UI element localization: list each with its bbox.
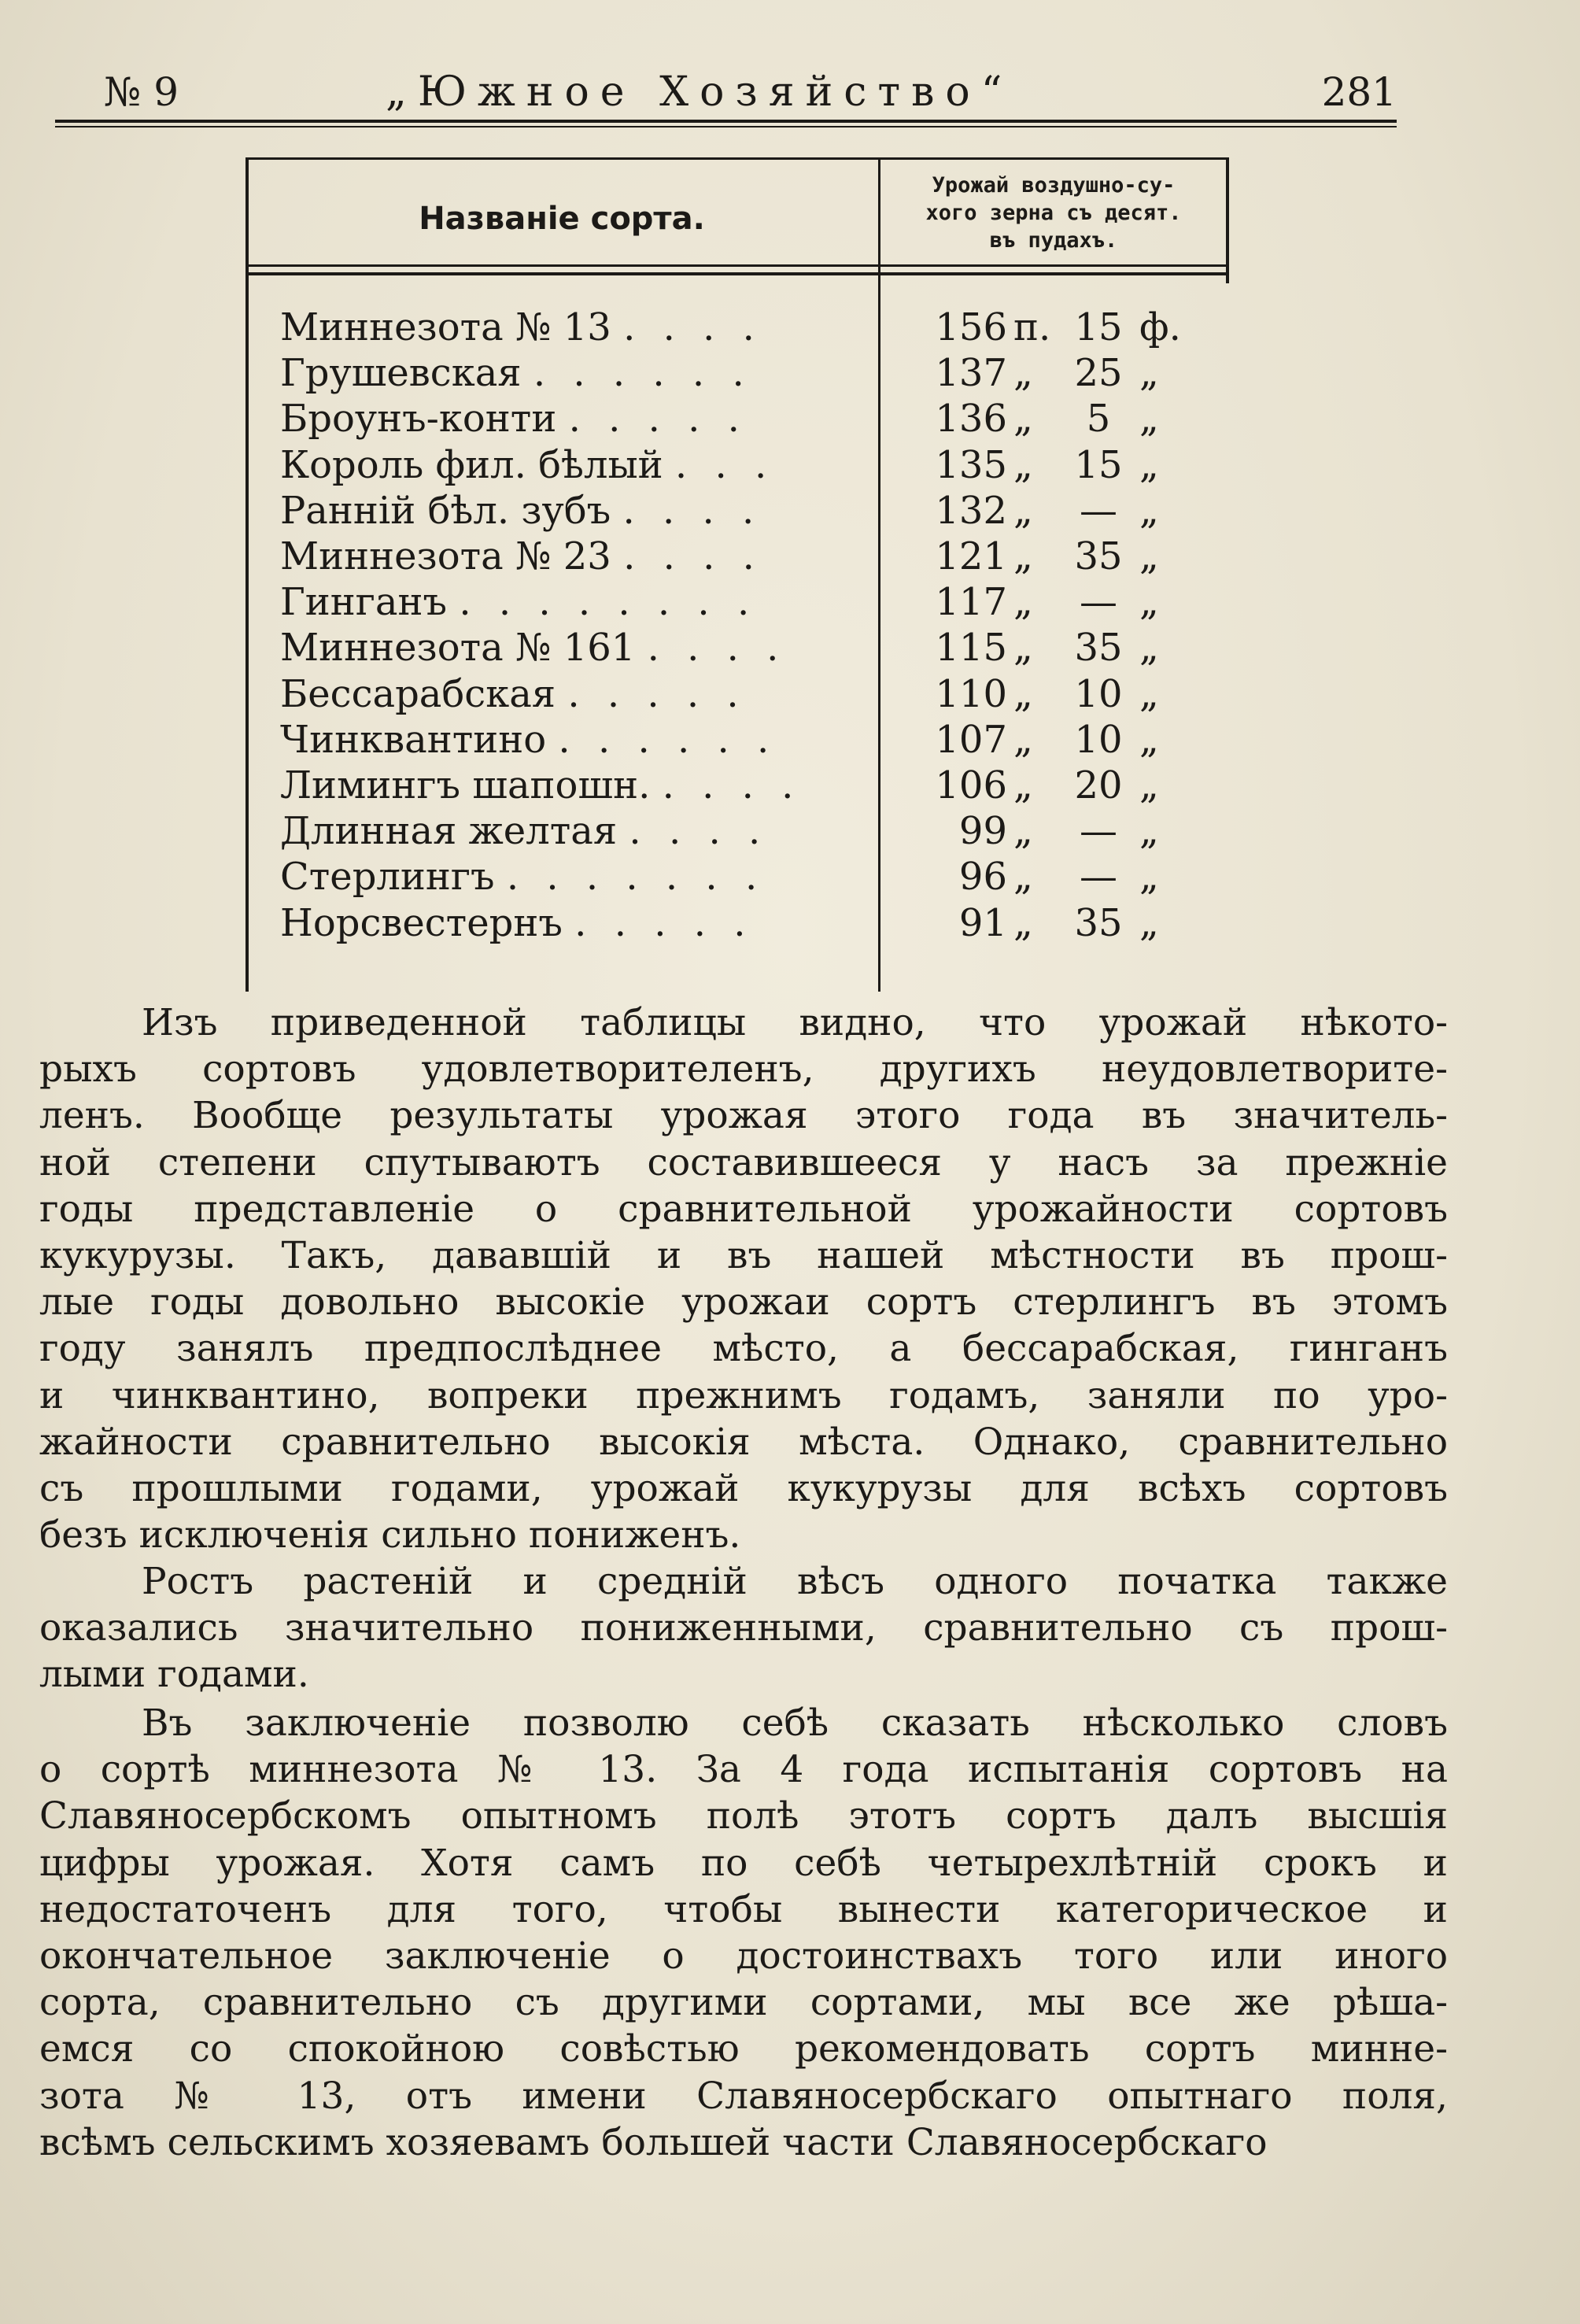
yield-funt: 15 xyxy=(1074,305,1123,349)
variety-label: Король фил. бѣлый xyxy=(280,442,663,487)
text-line: безъ исключенiя сильно пониженъ. xyxy=(39,1513,741,1557)
text-line: емся со спокойною совѣстью рекомендовать сортъ минне- xyxy=(39,2027,1448,2071)
unit-funt: „ xyxy=(1139,855,1159,900)
paragraph-3 xyxy=(39,1700,1448,2166)
text-line: всѣмъ сельскимъ хозяевамъ большей части Славяносербскаго xyxy=(39,2120,1268,2164)
leader-dots: . . . . . . . xyxy=(506,855,766,900)
text-line: жайности сравнительно высокiя мѣста. Однако, сравнительно xyxy=(39,1420,1448,1464)
unit-funt: ф. xyxy=(1139,305,1181,349)
variety-name xyxy=(280,397,878,441)
leader-dots: . . . . xyxy=(623,534,762,578)
header-rule-thick xyxy=(55,120,1397,123)
yield-funt: 25 xyxy=(1074,351,1123,396)
yield-funt: — xyxy=(1080,809,1117,854)
unit-pud: „ xyxy=(1013,626,1033,671)
paragraph-1 xyxy=(39,999,1448,1558)
variety-name xyxy=(280,672,878,716)
table-row xyxy=(280,809,1224,853)
text-line: недостаточенъ для того, чтобы вынести категорическое и xyxy=(39,1887,1448,1931)
variety-label: Длинная желтая xyxy=(280,809,618,854)
yield-funt: 5 xyxy=(1086,397,1111,442)
leader-dots: . . . . . . xyxy=(558,717,777,762)
text-line: сорта, сравнительно съ другими сортами, мы все же рѣша- xyxy=(39,1981,1448,2025)
variety-label: Миннезота № 161 xyxy=(280,626,636,671)
text-line: кукурузы. Такъ, дававшiй и въ нашей мѣстности въ прош- xyxy=(39,1234,1448,1278)
text-line: зота № 13, отъ имени Славяносербскаго опытнаго поля, xyxy=(39,2074,1448,2118)
variety-label: Грушевская xyxy=(280,351,522,396)
unit-pud: „ xyxy=(1013,397,1033,442)
variety-label: Гинганъ xyxy=(280,580,448,625)
yield-table xyxy=(245,157,1229,992)
variety-label: Лимингъ шапошн. xyxy=(280,763,651,807)
table-header-rule-2 xyxy=(245,272,1229,275)
table-row xyxy=(280,351,1224,395)
column-header-yield xyxy=(881,172,1226,254)
yield-funt: 15 xyxy=(1074,442,1123,487)
yield-pud: 110 xyxy=(935,671,1007,716)
column-header-yield-line: въ пудахъ. xyxy=(989,228,1118,253)
variety-name xyxy=(280,626,878,670)
yield-funt: 10 xyxy=(1074,671,1123,716)
column-header-yield-line: хого зерна съ десят. xyxy=(925,201,1182,225)
table-row xyxy=(280,901,1224,945)
yield-funt: 10 xyxy=(1074,717,1123,762)
unit-pud: „ xyxy=(1013,351,1033,396)
table-row xyxy=(280,305,1224,349)
unit-funt: „ xyxy=(1139,763,1159,807)
table-row xyxy=(280,763,1224,807)
unit-funt: „ xyxy=(1139,442,1159,487)
yield-funt: — xyxy=(1080,488,1117,533)
yield-pud: 132 xyxy=(935,488,1007,533)
unit-pud: „ xyxy=(1013,763,1033,807)
unit-pud: „ xyxy=(1013,671,1033,716)
yield-pud: 99 xyxy=(958,809,1007,854)
variety-label: Раннiй бѣл. зубъ xyxy=(280,488,611,533)
table-row xyxy=(280,855,1224,899)
unit-funt: „ xyxy=(1139,626,1159,671)
yield-funt: — xyxy=(1080,580,1117,625)
unit-funt: „ xyxy=(1139,671,1159,716)
text-line: цифры урожая. Хотя самъ по себѣ четырехлѣтнiй срокъ и xyxy=(39,1841,1448,1885)
unit-pud: п. xyxy=(1013,305,1051,349)
yield-funt: — xyxy=(1080,855,1117,900)
text-line: лыми годами. xyxy=(39,1653,309,1697)
variety-label: Чинквантино xyxy=(280,717,547,762)
variety-name xyxy=(280,489,878,533)
leader-dots: . . . xyxy=(674,442,775,487)
table-row xyxy=(280,489,1224,533)
yield-pud: 156 xyxy=(935,305,1007,349)
text-line: Изъ приведенной таблицы видно, что урожай нѣкото- xyxy=(142,1001,1448,1044)
unit-funt: „ xyxy=(1139,351,1159,396)
running-header xyxy=(55,65,1397,120)
text-line: ной степени спутываютъ составившееся у насъ за прежнiе xyxy=(39,1140,1448,1184)
text-line: о сортѣ миннезота № 13. За 4 года испытанiя сортовъ на xyxy=(39,1748,1448,1792)
variety-name xyxy=(280,305,878,349)
table-header-rule-1 xyxy=(245,264,1229,267)
paragraph-2 xyxy=(39,1558,1448,1698)
table-row xyxy=(280,534,1224,578)
leader-dots: . . . . . xyxy=(574,900,754,945)
table-top-rule xyxy=(245,157,1229,160)
variety-label: Норсвестернъ xyxy=(280,900,563,945)
yield-pud: 121 xyxy=(935,534,1007,578)
text-line: лые годы довольно высокiе урожаи сортъ стерлингъ въ этомъ xyxy=(39,1280,1448,1325)
unit-funt: „ xyxy=(1139,397,1159,442)
variety-name xyxy=(280,534,878,578)
column-header-name: Названіе сорта. xyxy=(419,201,705,237)
table-row xyxy=(280,397,1224,441)
yield-pud: 115 xyxy=(935,626,1007,671)
table-row xyxy=(280,443,1224,487)
variety-name xyxy=(280,443,878,487)
text-line: Въ заключенiе позволю себѣ сказать нѣсколько словъ xyxy=(142,1701,1448,1745)
yield-funt: 35 xyxy=(1074,534,1123,578)
yield-pud: 135 xyxy=(935,442,1007,487)
yield-pud: 96 xyxy=(958,855,1007,900)
leader-dots: . . . . xyxy=(622,488,762,533)
variety-name xyxy=(280,855,878,899)
variety-name xyxy=(280,351,878,395)
variety-name xyxy=(280,763,878,807)
yield-pud: 137 xyxy=(935,351,1007,396)
unit-funt: „ xyxy=(1139,809,1159,854)
unit-funt: „ xyxy=(1139,900,1159,945)
leader-dots: . . . . xyxy=(623,305,762,349)
yield-funt: 35 xyxy=(1074,900,1123,945)
yield-pud: 91 xyxy=(958,900,1007,945)
unit-pud: „ xyxy=(1013,488,1033,533)
variety-name xyxy=(280,718,878,762)
text-line: ленъ. Вообще результаты урожая этого года въ значитель- xyxy=(39,1094,1448,1138)
text-line: оказались значительно пониженными, сравнительно съ прош- xyxy=(39,1606,1448,1650)
journal-title: „Южное Хозяйство“ xyxy=(386,68,1013,116)
unit-pud: „ xyxy=(1013,855,1033,900)
text-line: годы представленiе о сравнительной урожайности сортовъ xyxy=(39,1187,1448,1231)
table-row xyxy=(280,580,1224,624)
yield-pud: 136 xyxy=(935,397,1007,442)
text-line: съ прошлыми годами, урожай кукурузы для всѣхъ сортовъ xyxy=(39,1467,1448,1511)
variety-name xyxy=(280,580,878,624)
issue-number: № 9 xyxy=(104,69,179,115)
text-line: и чинквантино, вопреки прежнимъ годамъ, заняли по уро- xyxy=(39,1373,1448,1417)
header-rule-thin xyxy=(55,126,1397,127)
leader-dots: . . . . xyxy=(629,809,769,854)
variety-label: Миннезота № 13 xyxy=(280,305,611,349)
unit-pud: „ xyxy=(1013,580,1033,625)
unit-funt: „ xyxy=(1139,580,1159,625)
text-line: Славяносербскомъ опытномъ полѣ этотъ сортъ далъ высшiя xyxy=(39,1794,1448,1838)
leader-dots: . . . . . xyxy=(568,397,748,442)
leader-dots: . . . . . . xyxy=(533,351,752,396)
unit-pud: „ xyxy=(1013,534,1033,578)
leader-dots: . . . . xyxy=(662,763,802,807)
variety-label: Броунъ-конти xyxy=(280,397,557,442)
yield-pud: 107 xyxy=(935,717,1007,762)
leader-dots: . . . . xyxy=(647,626,787,671)
unit-pud: „ xyxy=(1013,809,1033,854)
table-row xyxy=(280,672,1224,716)
unit-funt: „ xyxy=(1139,717,1159,762)
text-line: рыхъ сортовъ удовлетворителенъ, другихъ неудовлетворите- xyxy=(39,1047,1448,1092)
leader-dots: . . . . . xyxy=(567,671,747,716)
text-line: году занялъ предпослѣднее мѣсто, а бессарабская, гинганъ xyxy=(39,1327,1448,1371)
column-header-yield-line: Урожай воздушно-су- xyxy=(932,173,1176,198)
unit-pud: „ xyxy=(1013,442,1033,487)
unit-pud: „ xyxy=(1013,717,1033,762)
variety-name xyxy=(280,809,878,853)
yield-funt: 35 xyxy=(1074,626,1123,671)
leader-dots: . . . . . . . . xyxy=(459,580,758,625)
text-line: окончательное заключенiе о достоинствахъ того или иного xyxy=(39,1934,1448,1979)
table-row xyxy=(280,626,1224,670)
yield-funt: 20 xyxy=(1074,763,1123,807)
text-line: Ростъ растенiй и среднiй вѣсъ одного початка также xyxy=(142,1560,1448,1603)
variety-name xyxy=(280,901,878,945)
unit-funt: „ xyxy=(1139,488,1159,533)
variety-label: Миннезота № 23 xyxy=(280,534,611,578)
variety-label: Бессарабская xyxy=(280,671,556,716)
unit-pud: „ xyxy=(1013,900,1033,945)
variety-label: Стерлингъ xyxy=(280,855,495,900)
table-row xyxy=(280,718,1224,762)
yield-pud: 117 xyxy=(935,580,1007,625)
table-left-border xyxy=(245,157,249,992)
unit-funt: „ xyxy=(1139,534,1159,578)
yield-pud: 106 xyxy=(935,763,1007,807)
page-number: 281 xyxy=(1321,69,1397,115)
